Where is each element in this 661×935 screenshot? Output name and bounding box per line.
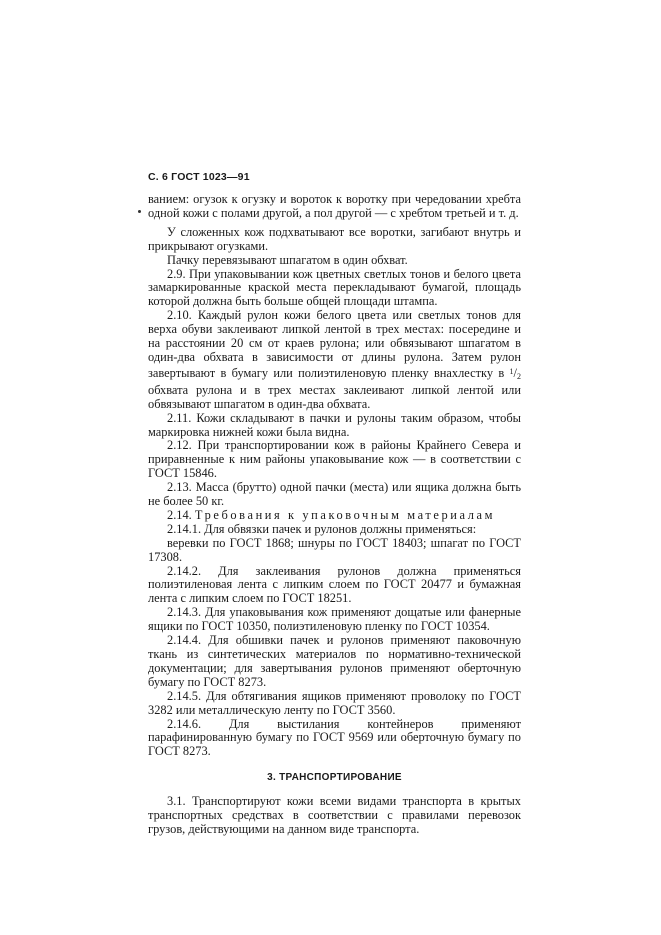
paragraph-2-11: 2.11. Кожи складывают в пачки и рулоны таким образом, чтобы маркировка нижней кожи была видна. [148,410,521,439]
paragraph-2-14-number: 2.14. [167,507,195,522]
paragraph-2-14-heading [148,509,521,523]
paragraph-2-10: 2.10. Каждый рулон кожи белого цвета или светлых тонов для верха обуви заклеивают липкой лентой в трех местах: посередине и на расстоянии 20 см от краев рулона; или обвязывают шпагатом в один-два обхвата в зависимости от длины рулона. Затем рулон завертывают в бумагу или полиэтиленовую пленку внахлестку в $^1$/2 обхвата рулона и в трех местах заклеивают липкой лентой или обвязывают шпагатом в один-два обхвата. [148,308,521,411]
paragraph-continuation: ванием: огузок к огузку и вороток к воротку при чередовании хребта одной кожи с полами другой, а пол другой — с хребтом третьей и т. д. [148,192,521,220]
paragraph-2-14-2: 2.14.2. Для заклеивания рулонов должна применяться полиэтиленовая лента с липким слоем по ГОСТ 20477 и бумажная лента с липким слоем по ГОСТ 18251. [148,563,521,606]
paragraph-2-12: 2.12. При транспортировании кож в районы Крайнего Севера и приравненные к ним районы упаковывание кож — в соответствии с ГОСТ 15846. [148,438,521,481]
paragraph-2-14-4: 2.14.4. Для обшивки пачек и рулонов применяют паковочную ткань из синтетических материалов по нормативно-технической документации; для завертывания рулонов применяют оберточную бумагу по ГОСТ 8273. [148,633,521,689]
paragraph-3-1: 3.1. Транспортируют кожи всеми видами транспорта в крытых транспортных средствах в соответствии с правилами перевозок грузов, действующими на данном виде транспорта. [148,794,521,836]
paragraph-folding: У сложенных кож подхватывают все воротки, загибают внутрь и прикрывают огузками. [148,224,521,253]
fraction-denominator: 2 [517,371,521,381]
paragraph-2-10-part-a: 2.10. Каждый рулон кожи белого цвета или светлых тонов для верха обуви заклеивают липкой лентой в трех местах: посередине и на расстоянии 20 см от краев рулона; или обвязывают шпагатом в один-два обхвата в зависимости от длины рулона. Затем рулон завертывают в бумагу или полиэтиленовую пленку внахлестку в [148,308,521,380]
paragraph-2-14-1-list: веревки по ГОСТ 1868; шнуры по ГОСТ 18403; шпагат по ГОСТ 17308. [148,535,521,564]
paragraph-2-14-6: 2.14.6. Для выстилания контейнеров применяют парафинированную бумагу по ГОСТ 9569 или оберточную бумагу по ГОСТ 8273. [148,716,521,759]
document-body [148,193,521,837]
margin-dot-mark [138,210,141,213]
paragraph-2-14-title: Требования к упаковочным материалам [194,507,496,522]
paragraph-2-14-3: 2.14.3. Для упаковывания кож применяют дощатые или фанерные ящики по ГОСТ 10350, полиэтиленовую пленку по ГОСТ 10354. [148,605,521,634]
paragraph-2-10-part-b: обхвата рулона и в трех местах заклеивают липкой лентой или обвязывают шпагатом в один-два обхвата. [148,382,521,411]
paragraph-2-14-5: 2.14.5. Для обтягивания ящиков применяют проволоку по ГОСТ 3282 или металлическую ленту по ГОСТ 3560. [148,688,521,717]
paragraph-2-14-1: 2.14.1. Для обвязки пачек и рулонов должны применяться: [167,521,477,536]
page-header: С. 6 ГОСТ 1023—91 [148,171,250,183]
paragraph-tying: Пачку перевязывают шпагатом в один обхват. [167,252,408,267]
section-3-heading: 3. ТРАНСПОРТИРОВАНИЕ [267,772,402,784]
paragraph-2-9: 2.9. При упаковывании кож цветных светлых тонов и белого цвета замаркированные краской места перекладывают бумагой, площадь которой должна быть больше общей площади штампа. [148,266,521,309]
paragraph-2-13: 2.13. Масса (брутто) одной пачки (места) или ящика должна быть не более 50 кг. [148,480,521,509]
fraction-numerator: 1 [509,366,514,376]
